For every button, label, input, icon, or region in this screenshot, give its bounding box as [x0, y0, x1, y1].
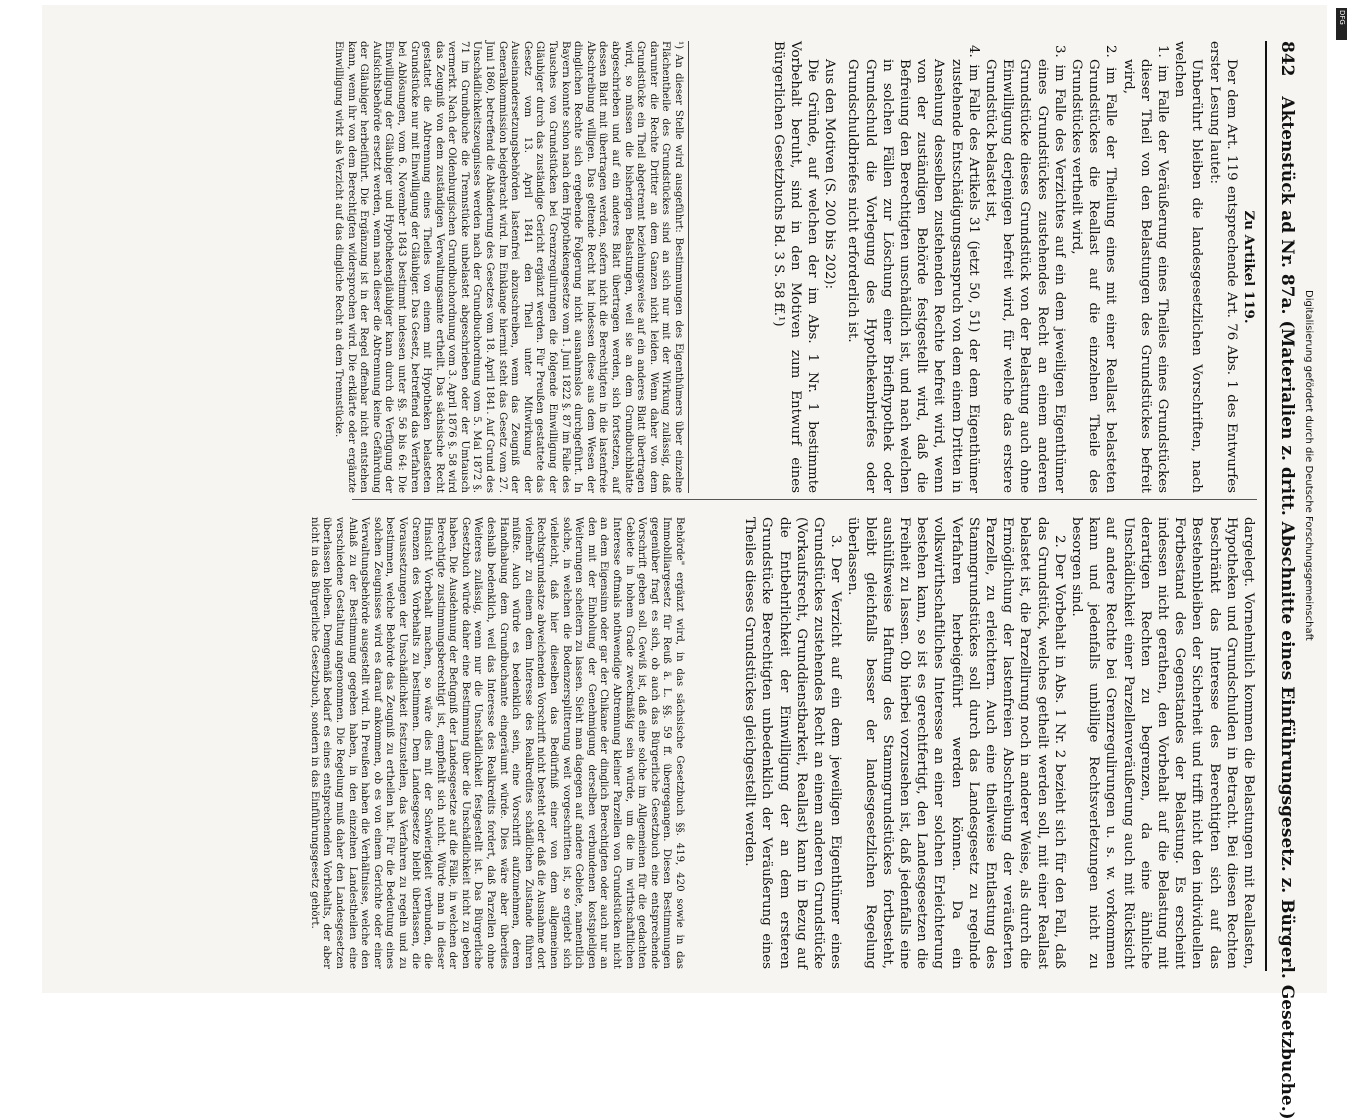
motive-text: Die Gründe, auf welchen der im Abs. 1 Nr. 1 bestimmte Vorbehalt beruht, sind in den Motiven zum Entwurf eines Bürgerlichen Gesetzbuchs Bd. 3 S. 58 ff.¹): [770, 41, 820, 493]
list-item: 2. im Falle der Theilung eines mit einer Reallast belasteten Grundstückes die Reallast auf die einzelnen Theile des Grundstückes vertheilt wird,: [1068, 45, 1119, 493]
digitization-note: [1299, 290, 1317, 720]
article-lead: Unberührt bleiben die landesgesetzlichen Vorschriften, nach welchen: [1172, 41, 1205, 493]
page-number: 842: [1277, 41, 1297, 77]
header-rule: [1265, 41, 1267, 971]
motive-reference: Aus den Motiven (S. 200 bis 202):: [822, 59, 838, 290]
footnote-right: Behörde" ergänzt wird, in das sächsische Gesetzbuch §§. 419, 420 sowie in das Immobiliargesetz für Reuß ä. L. §§. 59 ff. übergegangen. Diesen Bestimmungen gegenüber fragt es sich, ob auch das Bürgerliche Gesetzbuch eine entsprechende Vorschrift geben soll. Gewiß ist, daß eine solche im Allgemeinen für die gedachten Gebiete in hohem Grade zweckmäßig sein würde, um die im wirthschaftlichen Interesse oftmals nothwendige Abtrennung kleiner Parzellen von Grundstücken nicht an dem Eigensinn oder gar der Chikane der dinglich Berechtigten oder auch nur an den mit der Einholung der Genehmigung derselben verbundenen kostspieligen Weiterungen scheitern zu lassen. Sieht man dagegen auf andere Gebiete, namentlich solche, in welchen die Bodenzersplitterung weit vorgeschritten ist, so ergiebt sich vielleicht, daß hier dieselben das Bedürfniß einer von dem allgemeinen Rechtsgrundsatze abweichenden Vorschrift nicht besteht oder daß die Ausnahme dort vielmehr zu einem dem Interesse des Realkredites schädlichen Zustande führen müßte. Auch würde es bedenklich sein, eine Vorschrift aufzunehmen, deren Handhabung dem Grundbuchamte eingeräumt würde. Dies wäre aber überdies deshalb bedenklich, weil das Interesse des Realkredits fordert, daß Parzellen ohne Weiteres zulässig, wenn nur die Unschädlichkeit festgestellt ist. Das Bürgerliche Gesetzbuch würde daher eine Bestimmung über die Unschädlichkeit nicht zu geben haben. Die Ausdehnung der Befugniß der Landesgesetze auf die Fälle, in welchen der Berechtigte zustimmungsberechtigt ist, empfiehlt sich nicht. Würde man in dieser Hinsicht Vorbehalt machen, so wäre dies mit der Schwierigkeit verbunden, die Grenzen des Vorbehalts zu bestimmen. Dem Landesgesetze bleibt überlassen, die Voraussetzungen der Unschädlichkeit festzustellen, das Verfahren zu regeln und zu bestimmen, welche Behörde das Zeugniß zu ertheilen hat. Für die Bedeutung eines solchen Zeugnisses wird es darauf ankommen, ob es von einem Gerichte oder einer Verwaltungsbehörde ausgestellt wird. In Preußen haben die Verhältnisse, welche den Anlaß zu der Bestimmung gegeben haben, in den einzelnen Landestheilen eine verschiedene Gestaltung angenommen. Die Regelung muß daher den Landesgesetzen überlassen bleiben. Demgemäß bedarf es eines entsprechenden Vorbehalts, der aber nicht in das Bürgerliche Gesetzbuch, sondern in das Einführungsgesetz gehört.: [308, 517, 685, 969]
left-column: [697, 41, 1257, 493]
column-divider: [352, 499, 1257, 500]
footnote-left: ¹) An dieser Stelle wird ausgeführt: Bestimmungen des Eigenthümers über einzelne Flächentheile des Grundstückes sind an sich nur mit der Wirkung zulässig, daß darunter die Rechte Dritter an dem Ganzen nicht leiden. Wenn daher von dem Grundstücke ein Theil abgetrennt beziehungsweise auf ein anderes Blatt übertragen wird, so müssen die bisherigen Belastungen, weil sie an dem Grundbuchblatte abgeschrieben und auf ein anderes Blatt übertragen werden, sich fortsetzen, auf dessen Blatt mit übertragen werden, sofern nicht die Berechtigten in die lastenfreie Abschreibung willigen. Das geltende Recht hat indessen diese aus dem Wesen der dinglichen Rechte sich ergebende Folgerung nicht ausnahmslos durchgeführt. In Bayern konnte schon nach dem Hypothekengesetze vom 1. Juni 1822 §. 87 im Falle des Tausches von Grundstücken bei Grenzregulirungen die folgende Einwilligung der Gläubiger durch das zuständige Gericht ergänzt werden. Für Preußen gestattete das Gesetz vom 13. April 1841 den Theil unter Mitwirkung der Auseinandersetzungsbehörden lastenfrei abzuschreiben, wenn das Zeugniß der Generalkommission beigebracht wird. Im Einklange hiermit steht das Gesetz vom 27. Juni 1860, betreffend die Abänderung des Gesetzes vom 18. April 1841. Auf Grund des Unschädlichkeitszeugnisses werden nach der Grundbuchordnung vom 5. Mai 1872 §. 71 im Grundbuche die Trennstücke unbelastet abgeschrieben oder der Umtausch vermerkt. Nach der Oldenburgischen Grundbuchordnung vom 3. April 1876 §. 58 wird das Zeugniß von dem zuständigen Verwaltungsamte ertheilt. Das sächsische Recht gestattet die Abtrennung eines Theiles von einem mit Hypotheken belasteten Grundstücke nur mit Einwilligung der Gläubiger. Das Gesetz, betreffend das Verfahren bei Ablösungen, vom 6. November 1843 bestimmt indessen unter §§. 56 bis 64: Die Einwilligung der Gläubiger und Hypothekengläubiger kann durch die Verfügung der Aufsichtsbehörde ersetzt werden, wenn nach dieser die Abtrennung keine Gefährdung der Gläubiger herbeiführt. Die Ergänzung ist in der Regel offenbar nicht entstehen kann, wenn ihr von dem Berechtigten widersprochen wird. Die erklärte oder ergänzte Einwilligung wirkt als Verzicht auf das dingliche Recht an dem Trennstücke.: [352, 41, 689, 493]
right-column: [697, 517, 1257, 969]
page-title: Aktenstück ad Nr. 87a. (Materialien z. dritt. Abschnitte eines Einführungsgesetz. z. Bürgerl. Gesetzbuche.): [1277, 96, 1297, 1120]
rotated-page-content: [42, 5, 1327, 1120]
list-item: 4. im Falle des Artikels 31 (jetzt 50, 51) der dem Eigenthümer zustehende Entschädigungsanspruch von dem einem Dritten in Ansehung desselben zustehenden Rechte befreit wird, wenn von der zuständigen Behörde festgestellt wird, daß die Befreiung den Berechtigten unschädlich ist, und nach welchen in solchen Fällen zur Löschung einer Briefhypothek oder Grundschuld die Vorlegung des Hypothekenbriefes oder Grundschuldbriefes nicht erforderlich ist.: [845, 45, 981, 493]
paragraph: dargelegt. Vornehmlich kommen die Belastungen mit Reallasten, Hypotheken und Grundschulden in Betracht. Bei diesen Rechten beschränkt das Interesse des Berechtigten sich auf das Bestehenbleiben der Sicherheit und trifft nicht den individuellen Fortbestand des Gegenstandes der Belastung. Es erscheint indessen nicht gerathen, den Vorbehalt auf die Belastung mit derartigen Rechten zu begrenzen, da eine ähnliche Unschädlichkeit einer Parzellenveräußerung auch mit Rücksicht auf andere Rechte bei Grenzregulirungen u. s. w. vorkommen kann und jedenfalls unbillige Rechtsverletzungen nicht zu besorgen sind.: [1068, 517, 1256, 969]
article-title: Zu Artikel 119.: [1241, 210, 1257, 324]
paragraph: 2. Der Vorbehalt in Abs. 1 Nr. 2 bezieht sich für den Fall, daß das Grundstück, welches getheilt werden soll, mit einer Reallast belastet ist, die Parzellirung noch in anderer Weise, als durch die Ermöglichung der lastenfreien Abschreibung der veräußerten Parzelle, zu erleichtern. Auch eine theilweise Entlastung des Stammgrundstückes soll durch das Landesgesetz zu regelnde Verfahren herbeigeführt werden können. Da ein volkswirthschaftliches Interesse an einer solchen Erleichterung bestehen kann, so ist es gerechtfertigt, den Landesgesetzen die Freiheit zu lassen. Ob hierbei vorzusehen ist, daß jedenfalls eine aushülfsweise Haftung des Stammgrundstückes fortbesteht, bleibt gleichfalls besser der landesgesetzlichen Regelung überlassen.: [845, 517, 1067, 969]
dfg-logo: [1336, 8, 1347, 40]
paragraph: 3. Der Verzicht auf ein dem jeweiligen Eigenthümer eines Grundstückes zustehendes Recht an einem anderen Grundstücke (Vorkaufsrecht, Grunddienstbarkeit, Reallast) kann in Bezug auf die Entbehrlichkeit der Einwilligung der an dem ersteren Grundstücke Berechtigten unbedenklich der Veräußerung eines Theiles dieses Grundstückes gleichgestellt werden.: [742, 517, 844, 969]
dfg-logo-text: DFG: [1338, 10, 1346, 25]
scanned-page: [42, 5, 1327, 1120]
page-header: [1277, 41, 1297, 1120]
list-item: 1. im Falle der Veräußerung eines Theiles eines Grundstückes dieser Theil von den Belastungen des Grundstückes befreit wird,: [1120, 45, 1170, 493]
digitization-note-text: Digitalisierung gefördert durch die Deutsche Forschungsgemeinschaft: [1303, 290, 1314, 641]
article-intro: Der dem Art. 119 entsprechende Art. 76 Abs. 1 des Entwurfes erster Lesung lautet:: [1206, 41, 1239, 493]
list-item: 3. im Falle des Verzichtes auf ein dem jeweiligen Eigenthümer eines Grundstückes zustehendes Recht an einem anderen Grundstücke dieses Grundstück von der Belastung auch ohne Einwilligung derjenigen befreit wird, für welche das erstere Grundstück belastet ist,: [982, 45, 1067, 493]
